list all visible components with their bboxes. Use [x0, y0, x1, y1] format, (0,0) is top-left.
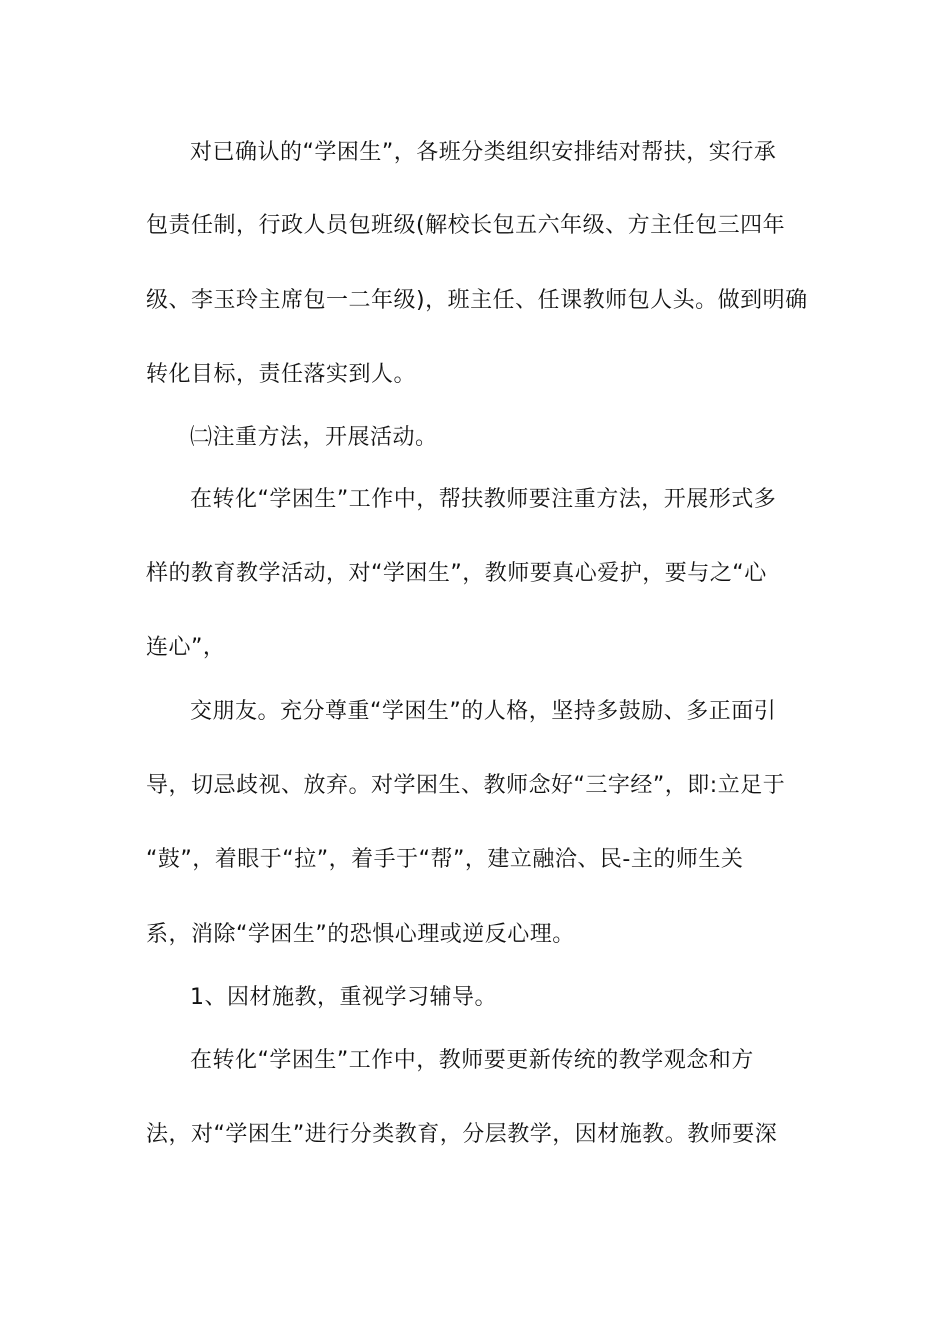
- paragraph-line: 在转化“学困生”工作中，帮扶教师要注重方法，开展形式多: [190, 487, 777, 512]
- paragraph-line: 级、李玉玲主席包一二年级)，班主任、任课教师包人头。做到明确: [146, 288, 808, 313]
- paragraph-line: “鼓”，着眼于“拉”，着手于“帮”，建立融洽、民-主的师生关: [146, 847, 744, 872]
- section-heading: ㈡注重方法，开展活动。: [190, 425, 438, 450]
- paragraph-line: 对已确认的“学困生”，各班分类组织安排结对帮扶，实行承: [190, 140, 777, 165]
- paragraph-line: 包责任制，行政人员包班级(解校长包五六年级、方主任包三四年: [146, 213, 786, 238]
- paragraph-line: 法，对“学困生”进行分类教育，分层教学，因材施教。教师要深: [146, 1122, 778, 1147]
- section-heading: 1、因材施教，重视学习辅导。: [190, 985, 497, 1010]
- paragraph-line: 样的教育教学活动，对“学困生”，教师要真心爱护，要与之“心: [146, 561, 767, 586]
- paragraph-line: 交朋友。充分尊重“学困生”的人格，坚持多鼓励、多正面引: [190, 699, 777, 724]
- paragraph-line: 连心”，: [146, 635, 226, 660]
- paragraph-line: 导，切忌歧视、放弃。对学困生、教师念好“三字经”，即:立足于: [146, 773, 786, 798]
- paragraph-line: 在转化“学困生”工作中，教师要更新传统的教学观念和方: [190, 1048, 754, 1073]
- paragraph-line: 转化目标，责任落实到人。: [146, 362, 417, 387]
- paragraph-line: 系，消除“学困生”的恐惧心理或逆反心理。: [146, 922, 575, 947]
